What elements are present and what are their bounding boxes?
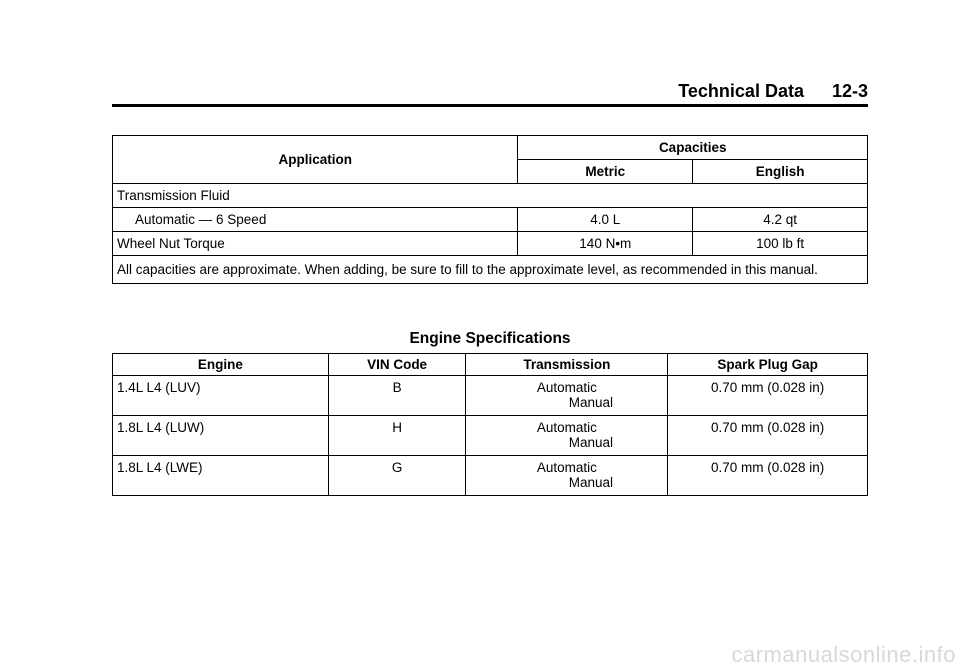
capacities-header: Capacities: [518, 136, 868, 160]
table-header-row: [113, 136, 868, 160]
english-cell: 4.2 qt: [693, 208, 868, 232]
vin-header: VIN Code: [328, 354, 466, 376]
table-header-row: [113, 354, 868, 376]
transmission-option: Manual: [568, 475, 614, 490]
engine-cell: 1.4L L4 (LUV): [113, 376, 329, 416]
engine-cell: 1.8L L4 (LWE): [113, 456, 329, 496]
transmission-option: Automatic: [536, 420, 597, 435]
transmission-cell: [466, 456, 668, 496]
metric-cell: 4.0 L: [518, 208, 693, 232]
application-cell: Wheel Nut Torque: [113, 232, 518, 256]
application-cell: Automatic — 6 Speed: [113, 208, 518, 232]
transmission-header: Transmission: [466, 354, 668, 376]
vin-cell: G: [328, 456, 466, 496]
english-cell: 100 lb ft: [693, 232, 868, 256]
transmission-cell: [466, 376, 668, 416]
engine-cell: 1.8L L4 (LUW): [113, 416, 329, 456]
table-row: [113, 184, 868, 208]
engine-specs-title: Engine Specifications: [409, 330, 571, 347]
transmission-option: Manual: [568, 435, 614, 450]
transmission-cell: [466, 416, 668, 456]
table-row: [113, 416, 868, 456]
application-header: Application: [113, 136, 518, 184]
table-row: [113, 256, 868, 284]
table-row: [113, 208, 868, 232]
vin-cell: H: [328, 416, 466, 456]
table-row: [113, 456, 868, 496]
english-header: English: [693, 160, 868, 184]
section-label: Transmission Fluid: [113, 184, 868, 208]
metric-cell: 140 N•m: [518, 232, 693, 256]
section-title: Technical Data: [678, 81, 804, 101]
metric-header: Metric: [518, 160, 693, 184]
transmission-option: Automatic: [536, 380, 597, 395]
gap-cell: 0.70 mm (0.028 in): [668, 376, 868, 416]
transmission-option: Manual: [568, 395, 614, 410]
capacities-table: [112, 135, 868, 284]
watermark: carmanualsonline.info: [731, 642, 956, 667]
gap-cell: 0.70 mm (0.028 in): [668, 416, 868, 456]
gap-cell: 0.70 mm (0.028 in): [668, 456, 868, 496]
engine-specs-table: [112, 353, 868, 496]
capacities-note: All capacities are approximate. When adding, be sure to fill to the approximate level, as recommended in this manual.: [113, 256, 868, 284]
gap-header: Spark Plug Gap: [668, 354, 868, 376]
transmission-option: Automatic: [536, 460, 597, 475]
table-row: [113, 232, 868, 256]
vin-cell: B: [328, 376, 466, 416]
engine-header: Engine: [113, 354, 329, 376]
table-row: [113, 376, 868, 416]
page-number: 12-3: [831, 81, 868, 101]
page-header: [112, 78, 868, 107]
